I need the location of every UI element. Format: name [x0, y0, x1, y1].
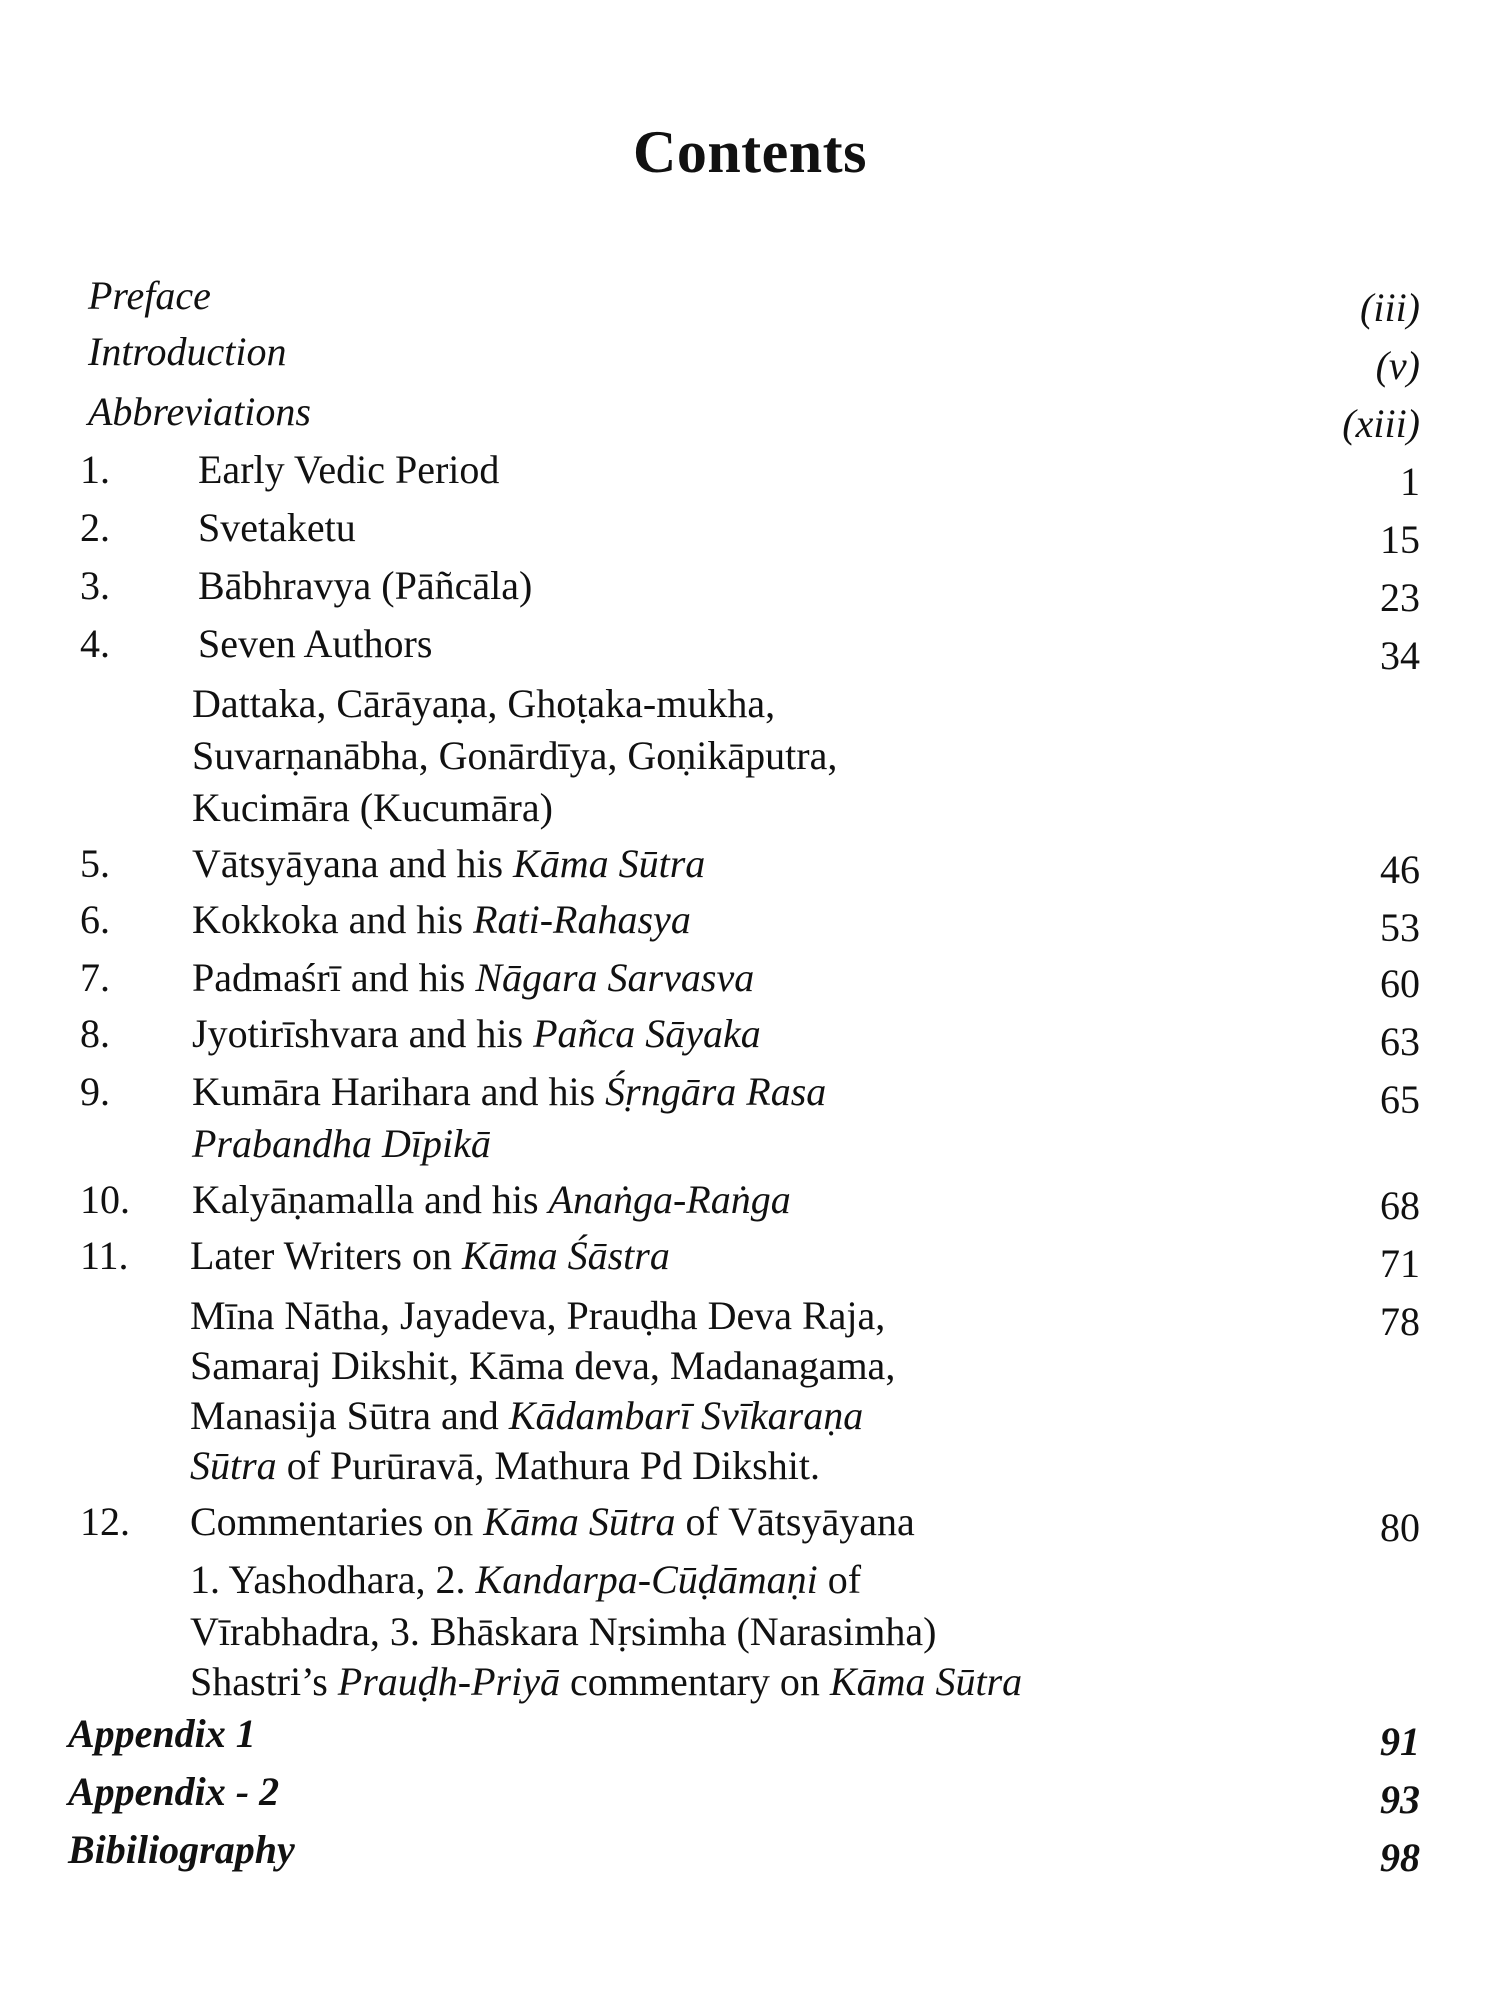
chapter-11-sub-page: 78 — [1380, 1299, 1420, 1344]
chapter-6-title — [192, 897, 691, 942]
chapter-5-number: 5. — [80, 841, 110, 886]
chapter-1-number: 1. — [80, 447, 110, 492]
chapter-12-subline-2: Vīrabhadra, 3. Bhāskara Nṛsimha (Narasimha) — [190, 1609, 937, 1654]
chapter-11-work-title: Kāma Śāstra — [462, 1233, 670, 1278]
chapter-12-subline-3-mid: commentary on — [559, 1659, 830, 1704]
chapter-8-title-text: Jyotirīshvara and his — [192, 1011, 534, 1056]
chapter-11-subline-3-text: Manasija Sūtra and — [190, 1393, 509, 1438]
chapter-5-title-text: Vātsyāyana and his — [192, 841, 514, 886]
chapter-12-subline-3-work: Prauḍh-Priyā — [337, 1659, 560, 1704]
chapter-4-subline-2: Suvarṇanābha, Gonārdīya, Goṇikāputra, — [192, 733, 838, 778]
chapter-10-title-text: Kalyāṇamalla and his — [192, 1177, 549, 1222]
chapter-11-title-text: Later Writers on — [190, 1233, 462, 1278]
chapter-10-work-title: Anaṅga-Raṅga — [548, 1177, 791, 1222]
toc-preface-label: Preface — [88, 273, 211, 318]
chapter-1-page: 1 — [1400, 459, 1420, 504]
chapter-9-work-title-line-2: Prabandha Dīpikā — [192, 1121, 491, 1166]
chapter-11-subline-2: Samaraj Dikshit, Kāma deva, Madanagama, — [190, 1343, 896, 1388]
page-title: Contents — [632, 119, 867, 185]
chapter-1-title: Early Vedic Period — [198, 447, 500, 492]
chapter-11-subline-1: Mīna Nātha, Jayadeva, Prauḍha Deva Raja, — [190, 1293, 886, 1338]
chapter-6-page: 53 — [1380, 905, 1420, 950]
chapter-12-page: 80 — [1380, 1505, 1420, 1550]
chapter-6-title-text: Kokkoka and his — [192, 897, 474, 942]
chapter-5-page: 46 — [1380, 847, 1420, 892]
toc-appendix-1-page: 91 — [1380, 1719, 1420, 1764]
chapter-3-title: Bābhravya (Pāñcāla) — [198, 563, 533, 608]
chapter-9-title — [192, 1069, 827, 1114]
chapter-3-page: 23 — [1380, 575, 1420, 620]
chapter-7-title-text: Padmaśrī and his — [192, 955, 476, 1000]
chapter-8-work-title: Pañca Sāyaka — [533, 1011, 761, 1056]
chapter-8-title — [192, 1011, 761, 1056]
chapter-6-work-title: Rati-Rahasya — [473, 897, 691, 942]
chapter-8-page: 63 — [1380, 1019, 1420, 1064]
chapter-4-subline-1: Dattaka, Cārāyaṇa, Ghoṭaka-mukha, — [192, 681, 776, 726]
chapter-12-subline-1-suffix: of — [817, 1557, 862, 1602]
toc-appendix-2-label: Appendix - 2 — [68, 1769, 280, 1814]
chapter-12-subline-3 — [190, 1659, 1023, 1704]
chapter-12-title-text: Commentaries on — [190, 1499, 484, 1544]
chapter-11-page: 71 — [1380, 1241, 1420, 1286]
toc-bibliography-label: Bibiliography — [68, 1827, 295, 1872]
chapter-12-subline-3-text: Shastri’s — [190, 1659, 338, 1704]
chapter-5-title — [192, 841, 706, 886]
chapter-4-title: Seven Authors — [198, 621, 433, 666]
chapter-3-number: 3. — [80, 563, 110, 608]
chapter-10-number: 10. — [80, 1177, 130, 1222]
chapter-12-title-suffix: of Vātsyāyana — [675, 1499, 915, 1544]
chapter-10-title — [192, 1177, 791, 1222]
chapter-12-subline-3-work-2: Kāma Sūtra — [829, 1659, 1023, 1704]
chapter-11-title — [190, 1233, 670, 1278]
chapter-5-work-title: Kāma Sūtra — [513, 841, 706, 886]
chapter-12-title — [190, 1499, 915, 1544]
chapter-2-number: 2. — [80, 505, 110, 550]
chapter-7-title — [192, 955, 755, 1000]
toc-abbreviations-page: (xiii) — [1342, 401, 1420, 446]
chapter-11-subline-3 — [190, 1393, 864, 1438]
chapter-12-number: 12. — [80, 1499, 130, 1544]
chapter-7-number: 7. — [80, 955, 110, 1000]
chapter-11-subline-4 — [190, 1443, 820, 1488]
chapter-9-number: 9. — [80, 1069, 110, 1114]
chapter-10-page: 68 — [1380, 1183, 1420, 1228]
chapter-8-number: 8. — [80, 1011, 110, 1056]
toc-introduction-page: (v) — [1375, 343, 1420, 388]
chapter-7-work-title: Nāgara Sarvasva — [475, 955, 755, 1000]
toc-appendix-1-label: Appendix 1 — [68, 1711, 256, 1756]
toc-bibliography-page: 98 — [1380, 1835, 1420, 1880]
chapter-12-subline-1-text: 1. Yashodhara, 2. — [190, 1557, 476, 1602]
chapter-9-page: 65 — [1380, 1077, 1420, 1122]
toc-appendix-2-page: 93 — [1380, 1777, 1420, 1822]
chapter-6-number: 6. — [80, 897, 110, 942]
chapter-7-page: 60 — [1380, 961, 1420, 1006]
chapter-4-number: 4. — [80, 621, 110, 666]
chapter-4-subline-3: Kucimāra (Kucumāra) — [192, 785, 553, 830]
chapter-11-subline-4-work: Sūtra — [190, 1443, 277, 1488]
toc-abbreviations-label: Abbreviations — [88, 389, 311, 434]
toc-introduction-label: Introduction — [88, 329, 287, 374]
chapter-2-title: Svetaketu — [198, 505, 356, 550]
chapter-2-page: 15 — [1380, 517, 1420, 562]
chapter-12-subline-1 — [190, 1557, 862, 1602]
chapter-11-subline-4-text: of Purūravā, Mathura Pd Dikshit. — [276, 1443, 820, 1488]
chapter-11-number: 11. — [80, 1233, 129, 1278]
chapter-9-title-text: Kumāra Harihara and his — [192, 1069, 606, 1114]
chapter-9-work-title: Śṛngāra Rasa — [605, 1069, 827, 1114]
chapter-4-page: 34 — [1380, 633, 1420, 678]
toc-preface-page: (iii) — [1360, 285, 1420, 330]
chapter-11-subline-3-work: Kādambarī Svīkaraṇa — [508, 1393, 864, 1438]
chapter-12-work-title: Kāma Sūtra — [483, 1499, 676, 1544]
chapter-12-subline-1-work: Kandarpa-Cūḍāmaṇi — [475, 1557, 818, 1602]
